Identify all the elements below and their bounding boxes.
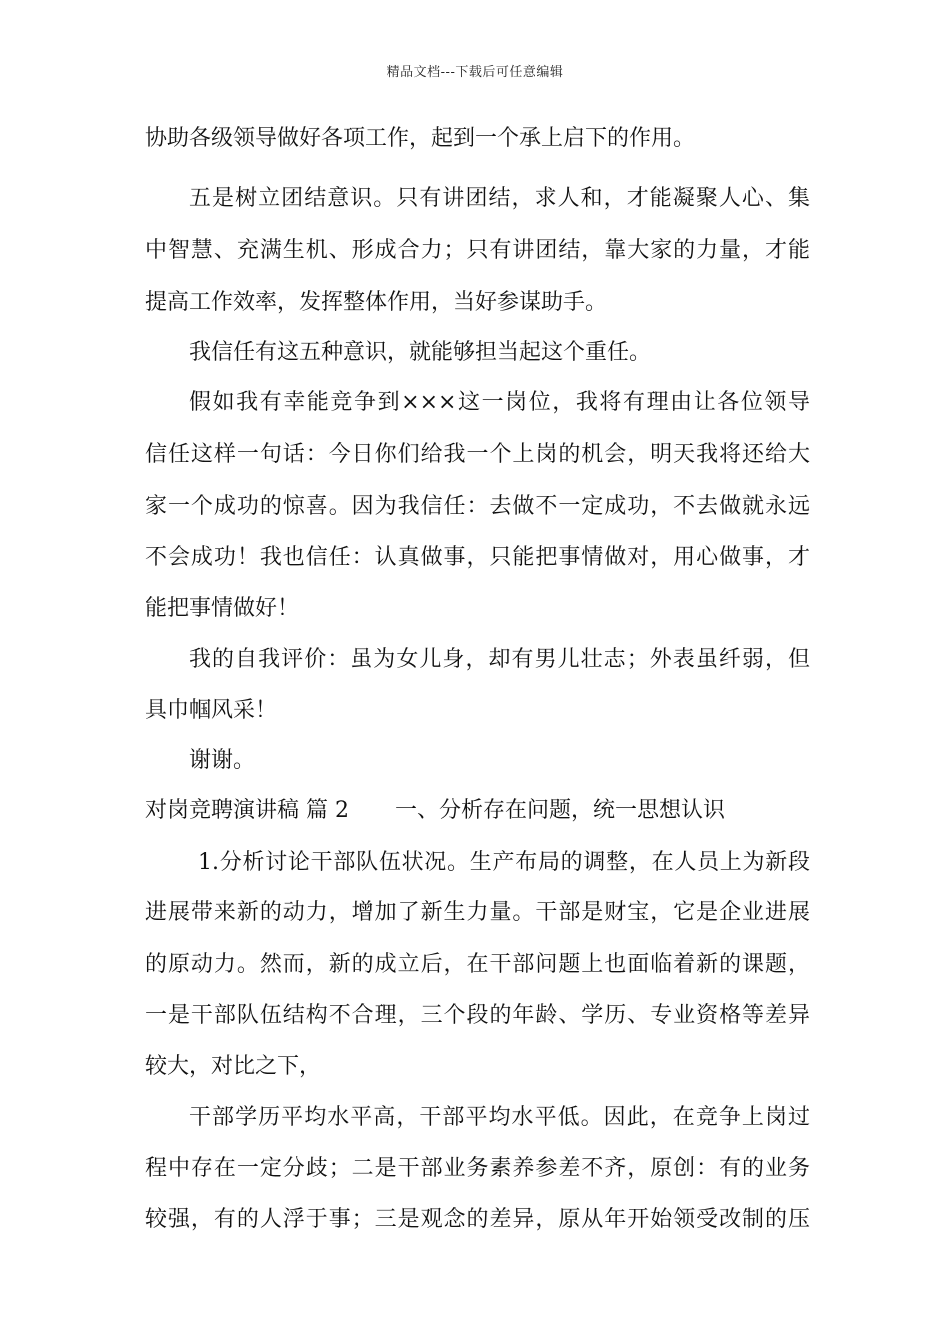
text-line: 的原动力。然而，新的成立后，在干部问题上也面临着新的课题， bbox=[145, 952, 810, 977]
text-line: 能把事情做好！ bbox=[145, 596, 300, 621]
text-line: 谢谢。 bbox=[189, 748, 256, 773]
text-line: 较强，有的人浮于事；三是观念的差异，原从年开始领受改制的压 bbox=[145, 1207, 810, 1232]
text-line: 进展带来新的动力，增加了新生力量。干部是财宝，它是企业进展 bbox=[145, 900, 810, 925]
text-line: 信任这样一句话：今日你们给我一个上岗的机会，明天我将还给大 bbox=[145, 442, 810, 467]
text-line: 一是干部队伍结构不合理，三个段的年龄、学历、专业资格等差异 bbox=[145, 1003, 810, 1028]
text-line: 较大，对比之下， bbox=[145, 1054, 322, 1079]
text-line: 具巾帼风采！ bbox=[145, 698, 278, 723]
text-line: 假如我有幸能竞争到×××这一岗位，我将有理由让各位领导 bbox=[189, 390, 810, 415]
text-line: 干部学历平均水平高，干部平均水平低。因此，在竞争上岗过 bbox=[189, 1105, 810, 1130]
text-line: 我的自我评价：虽为女儿身，却有男儿壮志；外表虽纤弱，但 bbox=[189, 647, 810, 672]
section-title: 对岗竞聘演讲稿 篇 2 bbox=[145, 798, 349, 823]
text-line: 家一个成功的惊喜。因为我信任：去做不一定成功，不去做就永远 bbox=[145, 494, 810, 519]
text-line: 不会成功！我也信任：认真做事，只能把事情做对，用心做事，才 bbox=[145, 545, 810, 570]
section-subtitle: 一、分析存在问题，统一思想认识 bbox=[395, 798, 726, 823]
text-line: 我信任有这五种意识，就能够担当起这个重任。 bbox=[189, 340, 652, 365]
text-line: 中智慧、充满生机、形成合力；只有讲团结，靠大家的力量，才能 bbox=[145, 238, 810, 263]
text-line: 提高工作效率，发挥整体作用，当好参谋助手。 bbox=[145, 290, 608, 315]
text-line: 协助各级领导做好各项工作，起到一个承上启下的作用。 bbox=[145, 126, 696, 151]
text-line: 五是树立团结意识。只有讲团结，求人和，才能凝聚人心、集 bbox=[189, 186, 810, 211]
text-line: 程中存在一定分歧；二是干部业务素养参差不齐，原创：有的业务 bbox=[145, 1156, 810, 1181]
page-header: 精品文档---下载后可任意编辑 bbox=[386, 65, 564, 80]
text-line: 1.分析讨论干部队伍状况。生产布局的调整，在人员上为新段 bbox=[198, 850, 810, 875]
